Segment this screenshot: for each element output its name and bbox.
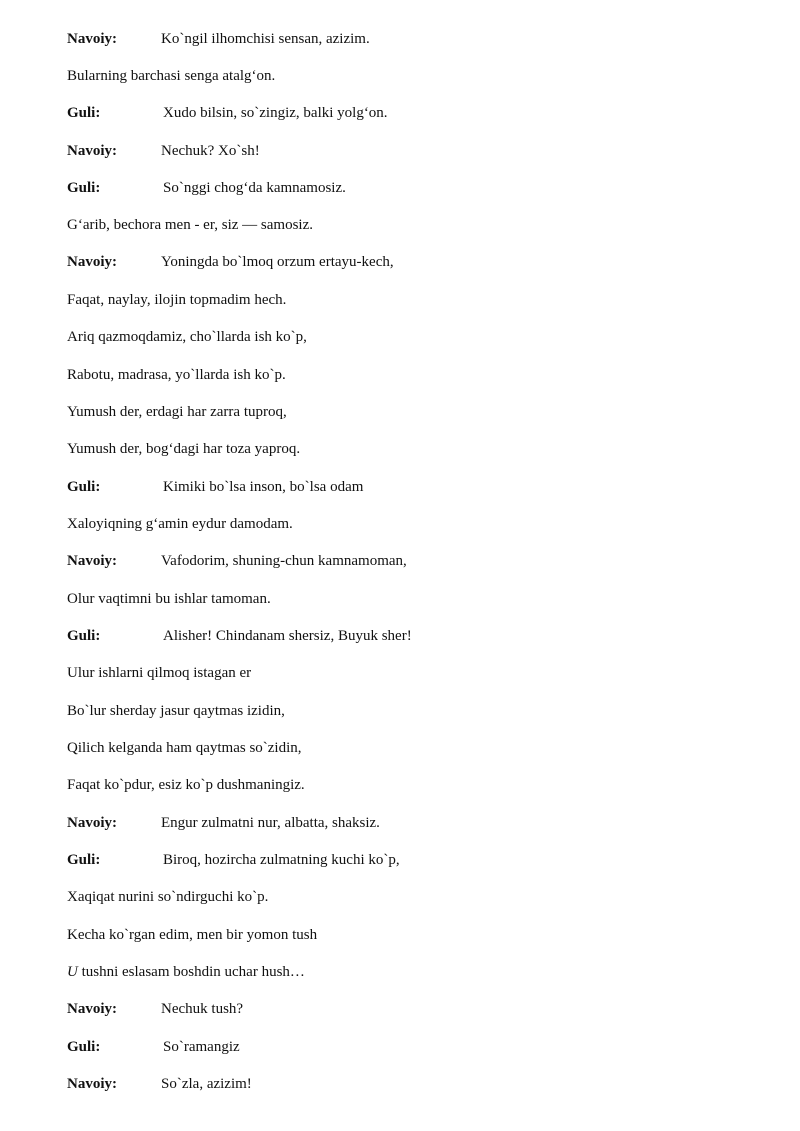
dialogue-line [67,588,271,610]
line-text: Vafodorim, shuning-chun kamnamoman, [161,553,407,569]
speaker-name: Guli: [67,479,101,495]
speaker-name: Navoiy: [67,1001,117,1017]
dialogue-line [67,886,268,908]
dialogue-line [67,961,305,983]
italic-initial: U [67,964,78,980]
line-text: Yoningda bo`lmoq orzum ertayu-kech, [161,254,394,270]
speaker-name: Navoiy: [67,143,117,159]
line-text: Yumush der, erdagi har zarra tuproq, [67,404,287,420]
dialogue-line [67,438,300,460]
dialogue-line [67,774,305,796]
dialogue-line [67,513,293,535]
line-text: Kimiki bo`lsa inson, bo`lsa odam [163,479,364,495]
line-text: Qilich kelganda ham qaytmas so`zidin, [67,740,302,756]
speaker-name: Guli: [67,180,101,196]
line-text: Ariq qazmoqdamiz, cho`llarda ish ko`p, [67,329,307,345]
line-text: Engur zulmatni nur, albatta, shaksiz. [161,815,380,831]
dialogue-line [67,401,287,423]
line-text: Faqat, naylay, ilojin topmadim hech. [67,292,287,308]
line-text: Olur vaqtimni bu ishlar tamoman. [67,591,271,607]
line-text: Ulur ishlarni qilmoq istagan er [67,665,252,681]
speaker-name: Navoiy: [67,553,117,569]
line-text: Biroq, hozircha zulmatning kuchi ko`p, [163,852,400,868]
line-text: Xaloyiqning g‘amin eydur damodam. [67,516,293,532]
line-text: Yumush der, bog‘dagi har toza yaproq. [67,441,301,457]
dialogue-line [67,812,380,834]
line-text: Nechuk tush? [161,1001,244,1017]
line-text: Faqat ko`pdur, esiz ko`p dushmaningiz. [67,777,305,793]
speaker-name: Guli: [67,852,101,868]
dialogue-line [67,65,275,87]
line-text: Ko`ngil ilhomchisi sensan, azizim. [161,31,370,47]
dialogue-line [67,1073,252,1095]
speaker-name: Guli: [67,628,101,644]
line-text: Rabotu, madrasa, yo`llarda ish ko`p. [67,367,286,383]
line-text: Kecha ko`rgan edim, men bir yomon tush [67,927,318,943]
speaker-name: Navoiy: [67,254,117,270]
line-text: Alisher! Chindanam shersiz, Buyuk sher! [163,628,412,644]
speaker-name: Navoiy: [67,31,117,47]
line-text: So`ramangiz [163,1039,240,1055]
line-text: Xudo bilsin, so`zingiz, balki yolg‘on. [163,105,388,121]
line-text: Bularning barchasi senga atalg‘on. [67,68,276,84]
dialogue-line [67,28,370,50]
dialogue-line [67,214,313,236]
speaker-name: Navoiy: [67,815,117,831]
speaker-name: Navoiy: [67,1076,117,1092]
dialogue-line [67,625,412,647]
dialogue-line [67,998,243,1020]
line-text: tushni eslasam boshdin uchar hush… [81,964,305,980]
speaker-name: Guli: [67,105,101,121]
line-text: Bo`lur sherday jasur qaytmas izidin, [67,703,285,719]
dialogue-line [67,364,286,386]
dialogue-line [67,1036,240,1058]
dialogue-line [67,177,346,199]
dialogue-line [67,737,302,759]
line-text: So`zla, azizim! [161,1076,252,1092]
dialogue-line [67,849,400,871]
line-text: So`nggi chog‘da kamnamosiz. [163,180,346,196]
dialogue-line [67,550,407,572]
dialogue-line [67,662,251,684]
dialogue-line [67,289,286,311]
dialogue-line [67,924,317,946]
dialogue-line [67,700,285,722]
speaker-name: Guli: [67,1039,101,1055]
line-text: Xaqiqat nurini so`ndirguchi ko`p. [67,889,269,905]
dialogue-line [67,326,307,348]
dialogue-line [67,140,260,162]
dialogue-line [67,102,388,124]
dialogue-line [67,476,363,498]
line-text: Nechuk? Xo`sh! [161,143,260,159]
dialogue-line [67,251,394,273]
line-text: G‘arib, bechora men - er, siz — samosiz. [67,217,313,233]
